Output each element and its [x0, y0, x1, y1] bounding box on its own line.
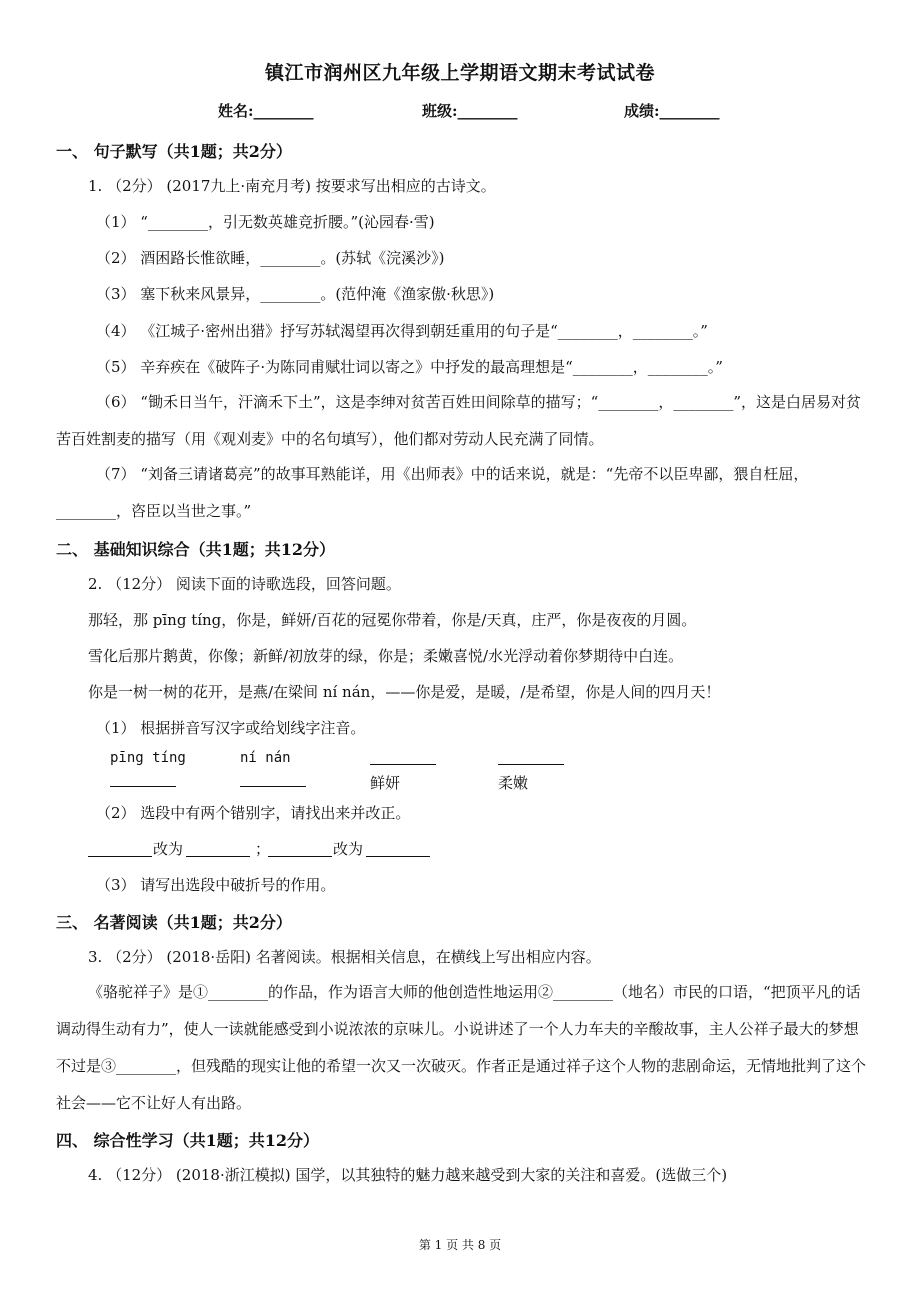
separator: ； — [255, 840, 271, 858]
answer-blank-word-1[interactable] — [370, 748, 436, 765]
question-2-sub-2: （2） 选段中有两个错别字，请找出来并改正。 — [96, 804, 411, 822]
question-1-item-1: （1） “________，引无数英雄竞折腰。”(沁园春·雪) — [96, 213, 435, 231]
answer-blank-pinyin-2[interactable] — [240, 770, 306, 787]
answer-blank-pinyin-1[interactable] — [110, 770, 176, 787]
section-heading-2: 二、 基础知识综合（共1题；共12分） — [56, 540, 335, 559]
question-1-stem: 1. （2分） (2017九上·南充月考) 按要求写出相应的古诗文。 — [88, 177, 496, 195]
question-2-stem: 2. （12分） 阅读下面的诗歌选段，回答问题。 — [88, 575, 401, 593]
section-heading-3: 三、 名著阅读（共1题；共2分） — [56, 913, 292, 932]
question-1-item-4: （4） 《江城子·密州出猎》抒写苏轼渴望再次得到朝廷重用的句子是“________，________。” — [96, 322, 708, 340]
poem-line-1: 那轻，那 pīng tíng，你是，鲜妍/百花的冠冕你带着，你是/天真，庄严，你是夜夜的月圆。 — [88, 611, 697, 629]
answer-blank-fix-1[interactable] — [186, 838, 250, 857]
answer-blank-wrong-2[interactable] — [268, 838, 332, 857]
word-2: 柔嫩 — [498, 774, 529, 792]
class-field[interactable]: 班级:________ — [422, 102, 518, 120]
poem-line-3: 你是一树一树的花开，是燕/在梁间 ní nán，——你是爱，是暖，/是希望，你是人间的四月天！ — [88, 683, 721, 701]
question-3-text: 《骆驼祥子》是①________的作品，作为语言大师的他创造性地运用②________（地名）市民的口语，“把顶平凡的话调动得生动有力”，使人一读就能感受到小说浓浓的京味儿。小说讲述了一个人力车夫的辛酸故事，主人公祥子最大的梦想不过是③________，但残酷的现实让他的希望一次又一次破灭。作者正是通过祥子这个人物的悲剧命运，无情地批判了这个社会——它不让好人有出路。 — [56, 983, 867, 1112]
question-1-item-3: （3） 塞下秋来风景异，________。(范仲淹《渔家傲·秋思》) — [96, 285, 495, 303]
question-2-sub-3: （3） 请写出选段中破折号的作用。 — [96, 876, 336, 894]
page-footer: 第 1 页 共 8 页 — [418, 1238, 502, 1252]
question-1-item-6: （6） “锄禾日当午，汗滴禾下土”，这是李绅对贫苦百姓田间除草的描写；“________，________”，这是白居易对贫苦百姓割麦的描写（用《观刈麦》中的名句填写），他们都对劳动人民充满了同情。 — [56, 393, 861, 448]
question-2-sub-1: （1） 根据拼音写汉字或给划线字注音。 — [96, 719, 366, 737]
answer-blank-word-2[interactable] — [498, 748, 564, 765]
answer-blank-wrong-1[interactable] — [88, 838, 152, 857]
question-1-item-5: （5） 辛弃疾在《破阵子·为陈同甫赋壮词以寄之》中抒发的最高理想是“________，________。” — [96, 358, 723, 376]
score-field[interactable]: 成绩:________ — [624, 102, 720, 120]
poem-line-2: 雪化后那片鹅黄，你像；新鲜/初放芽的绿，你是；柔嫩喜悦/水光浮动着你梦期待中白连。 — [88, 647, 684, 665]
question-1-item-2: （2） 酒困路长惟欲睡，________。(苏轼《浣溪沙》) — [96, 249, 445, 267]
question-3-stem: 3. （2分） (2018·岳阳) 名著阅读。根据相关信息，在横线上写出相应内容。 — [88, 948, 601, 966]
fix-label-1: 改为 — [153, 840, 184, 858]
question-4-stem: 4. （12分） (2018·浙江模拟) 国学，以其独特的魅力越来越受到大家的关注和喜爱。(选做三个) — [88, 1166, 728, 1184]
section-heading-1: 一、 句子默写（共1题；共2分） — [56, 142, 292, 161]
section-heading-4: 四、 综合性学习（共1题；共12分） — [56, 1131, 319, 1150]
question-1-item-7: （7） “刘备三请诸葛亮”的故事耳熟能详，用《出师表》中的话来说，就是：“先帝不以臣卑鄙，猥自枉屈，________，咨臣以当世之事。” — [56, 465, 809, 520]
page-title: 镇江市润州区九年级上学期语文期末考试试卷 — [264, 62, 655, 84]
pinyin-1: pīng tíng — [110, 750, 186, 766]
fix-label-2: 改为 — [333, 840, 364, 858]
name-field[interactable]: 姓名:________ — [218, 102, 314, 120]
answer-blank-fix-2[interactable] — [366, 838, 430, 857]
pinyin-2: ní nán — [240, 750, 291, 766]
word-1: 鲜妍 — [370, 774, 401, 792]
